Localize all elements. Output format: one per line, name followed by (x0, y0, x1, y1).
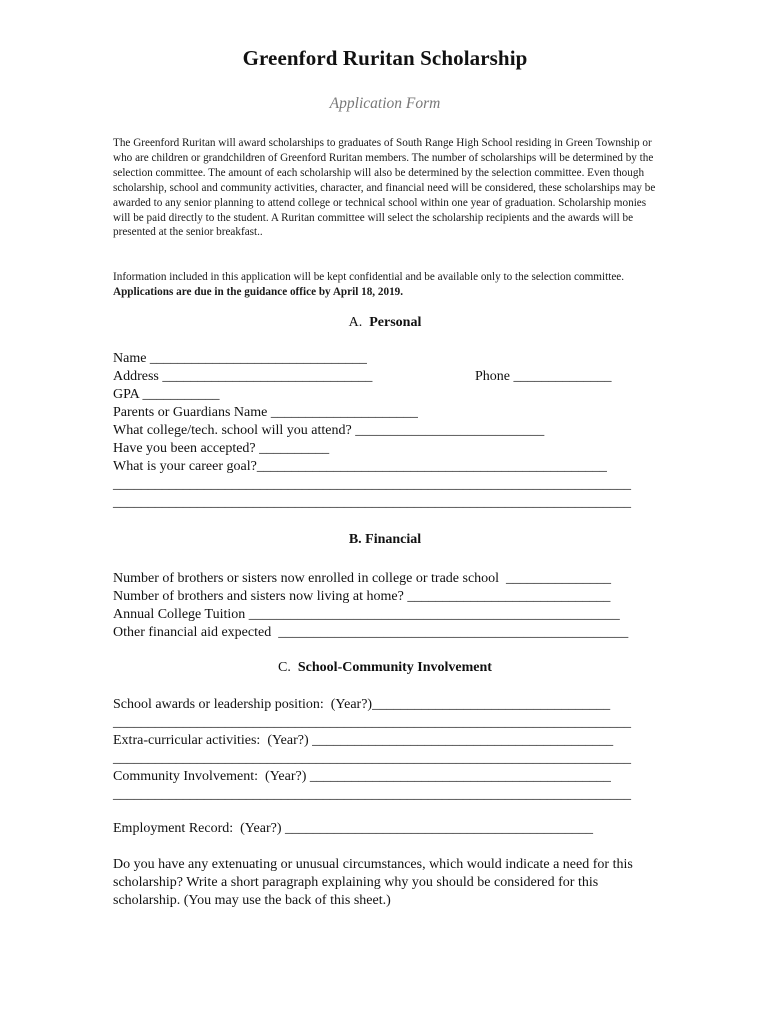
confidentiality-paragraph (113, 270, 658, 300)
accepted-field[interactable]: Have you been accepted? __________ (113, 441, 330, 456)
gpa-field[interactable]: GPA ___________ (113, 387, 220, 402)
extracurricular-line-2[interactable]: __________________________________________________________________________ (113, 751, 631, 766)
document-title: Greenford Ruritan Scholarship (242, 46, 528, 70)
section-b-title: B. Financial (348, 532, 422, 547)
section-b-heading (0, 532, 770, 548)
siblings-enrolled-field[interactable]: Number of brothers or sisters now enrolled in college or trade school _______________ (113, 571, 612, 586)
career-goal-field[interactable]: What is your career goal?__________________________________________________ (113, 459, 607, 474)
section-a-heading (0, 315, 770, 331)
college-field[interactable]: What college/tech. school will you attend? ___________________________ (113, 423, 545, 438)
career-goal-line-3[interactable]: __________________________________________________________________________ (113, 495, 631, 510)
siblings-home-field[interactable]: Number of brothers and sisters now living at home? _____________________________ (113, 589, 611, 604)
name-field[interactable]: Name _______________________________ (113, 351, 367, 366)
community-line-2[interactable]: __________________________________________________________________________ (113, 787, 631, 802)
intro-paragraph: The Greenford Ruritan will award scholarships to graduates of South Range High School residing in Green Township or who are children or grandchildren of Greenford Ruritan members. The number of scholarships will be determined by the selection committee. The amount of each scholarship will also be determined by the selection committee. Even though scholarship, school and community activities, character, and financial need will be considered, these scholarships may be awarded to any senior planning to attend college or technical school within one year of graduation. Scholarship monies will be paid directly to the student. A Ruritan committee will select the scholarship recipients and the awards will be presented at the senior breakfast.. (113, 137, 656, 239)
phone-field[interactable]: Phone ______________ (475, 369, 612, 384)
employment-field[interactable]: Employment Record: (Year?) ____________________________________________ (113, 821, 593, 836)
document-subtitle: Application Form (329, 95, 441, 112)
awards-field[interactable]: School awards or leadership position: (Year?)__________________________________ (113, 697, 611, 712)
section-c-letter: C. (278, 660, 291, 675)
section-c-title: School-Community Involvement (297, 660, 492, 675)
deadline-text: Applications are due in the guidance office by April 18, 2019. (113, 285, 404, 298)
section-c-heading (0, 660, 770, 676)
community-field[interactable]: Community Involvement: (Year?) ___________________________________________ (113, 769, 611, 784)
tuition-field[interactable]: Annual College Tuition _____________________________________________________ (113, 607, 620, 622)
financial-aid-field[interactable]: Other financial aid expected __________________________________________________ (113, 625, 629, 640)
section-a-letter: A. (348, 315, 363, 330)
awards-line-2[interactable]: __________________________________________________________________________ (113, 715, 631, 730)
career-goal-line-2[interactable]: __________________________________________________________________________ (113, 477, 631, 492)
circumstances-paragraph: Do you have any extenuating or unusual circumstances, which would indicate a need for this scholarship? Write a short paragraph explaining why you should be considered for this scholarship. (You may use the back of this sheet.) (113, 857, 633, 908)
parents-field[interactable]: Parents or Guardians Name _____________________ (113, 405, 418, 420)
confidentiality-text: Information included in this application will be kept confidential and be available only to the selection committee. (113, 271, 625, 283)
extracurricular-field[interactable]: Extra-curricular activities: (Year?) ___________________________________________ (113, 733, 614, 748)
address-field[interactable]: Address ______________________________ (113, 369, 373, 384)
section-a-title: Personal (369, 315, 422, 330)
